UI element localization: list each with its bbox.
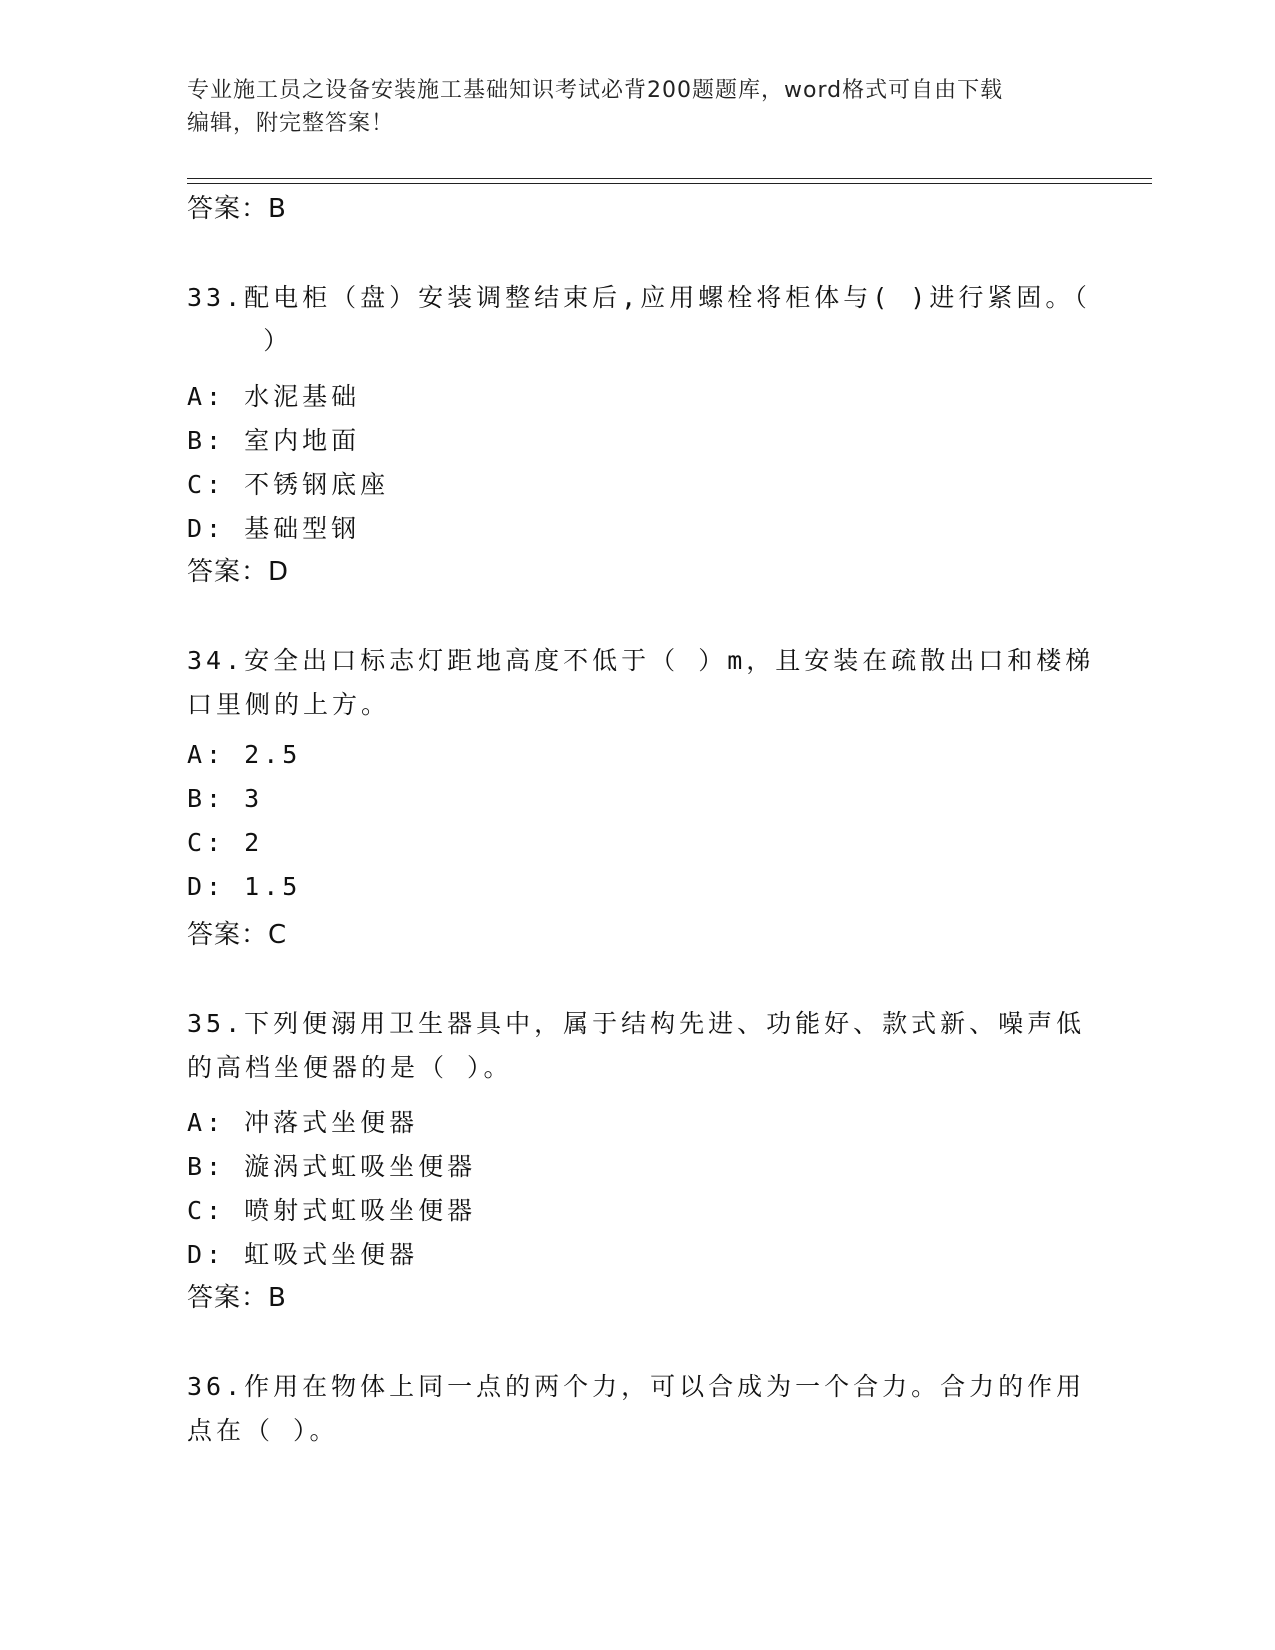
question-34-option-c: C: 2 <box>187 828 264 857</box>
answer-33: 答案：D <box>187 557 290 587</box>
question-35-stem-line-1: 35.下列便溺用卫生器具中，属于结构先进、功能好、款式新、噪声低 <box>187 1009 1086 1038</box>
question-34-option-b: B: 3 <box>187 784 264 813</box>
question-34-stem-line-2: 口里侧的上方。 <box>187 690 391 719</box>
question-33-option-c: C: 不锈钢底座 <box>187 470 390 499</box>
question-36-stem-line-1: 36.作用在物体上同一点的两个力，可以合成为一个合力。合力的作用 <box>187 1372 1086 1401</box>
question-33-option-b: B: 室内地面 <box>187 426 361 455</box>
answer-34: 答案：C <box>187 920 288 950</box>
question-36-stem-line-2: 点在（ ）。 <box>187 1416 339 1445</box>
question-34-stem-line-1: 34.安全出口标志灯距地高度不低于（ ）m，且安装在疏散出口和楼梯 <box>187 646 1095 675</box>
question-35-option-d: D: 虹吸式坐便器 <box>187 1240 419 1269</box>
question-34-option-a: A: 2.5 <box>187 740 302 769</box>
header-line-2: 编辑，附完整答案！ <box>187 111 395 136</box>
question-35-option-a: A: 冲落式坐便器 <box>187 1108 419 1137</box>
answer-32: 答案：B <box>187 194 287 224</box>
question-33-stem-line-1: 33.配电柜（盘）安装调整结束后,应用螺栓将柜体与( )进行紧固。（ <box>187 283 1091 312</box>
header-rule-bottom <box>187 183 1152 184</box>
question-35-stem-line-2: 的高档坐便器的是（ ）。 <box>187 1053 513 1082</box>
question-35-option-b: B: 漩涡式虹吸坐便器 <box>187 1152 477 1181</box>
answer-35: 答案：B <box>187 1283 287 1313</box>
header-rule-top <box>187 178 1152 179</box>
question-34-option-d: D: 1.5 <box>187 872 302 901</box>
document-header <box>187 74 1087 140</box>
question-35-option-c: C: 喷射式虹吸坐便器 <box>187 1196 477 1225</box>
question-33-option-a: A: 水泥基础 <box>187 382 361 411</box>
question-33-stem-line-2: ） <box>187 326 293 355</box>
header-line-1: 专业施工员之设备安装施工基础知识考试必背200题题库，word格式可自由下载 <box>187 78 1004 103</box>
question-33-option-d: D: 基础型钢 <box>187 514 361 543</box>
